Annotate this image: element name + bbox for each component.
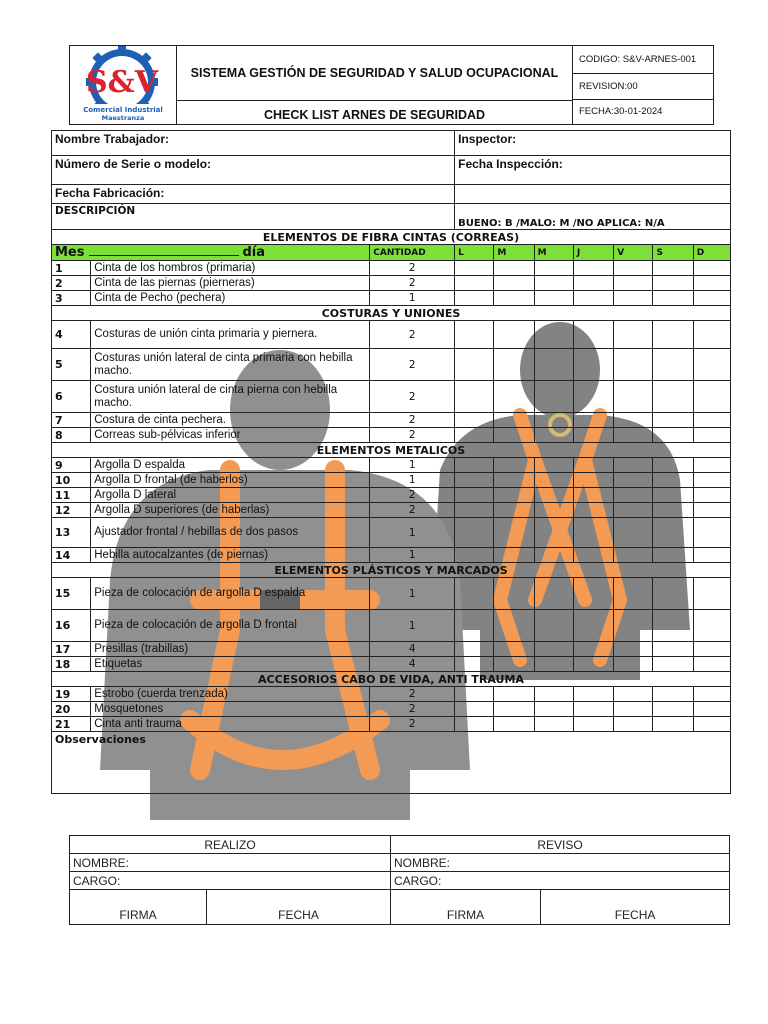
item-number: 17 (52, 642, 91, 657)
inspector-field[interactable]: Inspector: (455, 131, 731, 156)
day-check-cell[interactable] (534, 702, 573, 717)
day-check-cell[interactable] (494, 657, 534, 672)
reviso-cargo-field[interactable]: CARGO: (391, 872, 730, 890)
item-number: 8 (52, 428, 91, 443)
day-check-cell[interactable] (653, 503, 693, 518)
item-quantity: 2 (370, 488, 455, 503)
section-title: COSTURAS Y UNIONES (52, 306, 731, 321)
checklist-item-row (52, 473, 731, 488)
section-title: ELEMENTOS DE FIBRA CINTAS (CORREAS) (52, 230, 731, 245)
document-title: SISTEMA GESTIÓN DE SEGURIDAD Y SALUD OCUPACIONAL (176, 45, 573, 101)
mes-blank-line[interactable] (89, 245, 239, 256)
day-header: S (653, 245, 693, 261)
day-check-cell[interactable] (614, 458, 653, 473)
day-check-cell[interactable] (573, 518, 613, 548)
day-check-cell[interactable] (614, 702, 653, 717)
item-number: 5 (52, 349, 91, 381)
day-check-cell[interactable] (455, 413, 494, 428)
day-check-cell[interactable] (693, 702, 730, 717)
item-number: 2 (52, 276, 91, 291)
day-check-cell[interactable] (614, 503, 653, 518)
day-check-cell[interactable] (534, 687, 573, 702)
day-check-cell[interactable] (455, 261, 494, 276)
day-header: V (614, 245, 653, 261)
day-check-cell[interactable] (693, 349, 730, 381)
day-header: M (494, 245, 534, 261)
checklist-item-row (52, 321, 731, 349)
day-check-cell[interactable] (653, 381, 693, 413)
dia-label: día (242, 245, 266, 260)
day-check-cell[interactable] (534, 518, 573, 548)
day-header: L (455, 245, 494, 261)
day-check-cell[interactable] (614, 717, 653, 732)
fecha-field: FECHA:30-01-2024 (572, 99, 714, 125)
day-check-cell[interactable] (693, 413, 730, 428)
nombre-trabajador-field[interactable]: Nombre Trabajador: (52, 131, 455, 156)
item-quantity: 2 (370, 261, 455, 276)
item-quantity: 1 (370, 578, 455, 610)
document-subtitle: CHECK LIST ARNES DE SEGURIDAD (176, 100, 573, 125)
day-check-cell[interactable] (494, 687, 534, 702)
item-quantity: 2 (370, 381, 455, 413)
day-check-cell[interactable] (494, 717, 534, 732)
day-check-cell[interactable] (573, 413, 613, 428)
day-check-cell[interactable] (455, 717, 494, 732)
item-number: 12 (52, 503, 91, 518)
day-check-cell[interactable] (494, 349, 534, 381)
day-check-cell[interactable] (455, 458, 494, 473)
day-check-cell[interactable] (653, 261, 693, 276)
day-check-cell[interactable] (573, 473, 613, 488)
day-check-cell[interactable] (455, 349, 494, 381)
day-check-cell[interactable] (494, 578, 534, 610)
item-quantity: 2 (370, 428, 455, 443)
day-check-cell[interactable] (534, 488, 573, 503)
day-check-cell[interactable] (693, 473, 730, 488)
section-header-row (52, 672, 731, 687)
day-check-cell[interactable] (614, 610, 653, 642)
day-check-cell[interactable] (455, 321, 494, 349)
item-number: 19 (52, 687, 91, 702)
day-check-cell[interactable] (534, 717, 573, 732)
checklist-item-row (52, 413, 731, 428)
day-check-cell[interactable] (534, 548, 573, 563)
day-check-cell[interactable] (653, 518, 693, 548)
day-check-cell[interactable] (573, 261, 613, 276)
day-check-cell[interactable] (573, 717, 613, 732)
day-check-cell[interactable] (455, 381, 494, 413)
item-number: 6 (52, 381, 91, 413)
reviso-header: REVISO (391, 836, 730, 854)
day-check-cell[interactable] (693, 578, 730, 610)
day-check-cell[interactable] (693, 428, 730, 443)
realizo-firma-field[interactable]: FIRMA (70, 890, 207, 925)
checklist-item-row (52, 488, 731, 503)
day-check-cell[interactable] (693, 458, 730, 473)
day-check-cell[interactable] (614, 321, 653, 349)
section-header-row (52, 443, 731, 458)
checklist-item-row (52, 518, 731, 548)
day-check-cell[interactable] (614, 349, 653, 381)
day-check-cell[interactable] (614, 518, 653, 548)
day-check-cell[interactable] (614, 642, 653, 657)
day-check-cell[interactable] (573, 381, 613, 413)
checklist-item-row (52, 687, 731, 702)
mes-dia-cell (52, 245, 370, 261)
day-check-cell[interactable] (494, 413, 534, 428)
realizo-nombre-field[interactable]: NOMBRE: (70, 854, 391, 872)
item-description: Cinta de los hombros (primaria) (91, 261, 370, 276)
day-check-cell[interactable] (653, 642, 693, 657)
day-check-cell[interactable] (693, 503, 730, 518)
item-description: Hebilla autocalzantes (de piernas) (91, 548, 370, 563)
item-description: Correas sub-pélvicas inferior (91, 428, 370, 443)
day-check-cell[interactable] (534, 657, 573, 672)
item-quantity: 1 (370, 518, 455, 548)
day-check-cell[interactable] (534, 578, 573, 610)
item-number: 9 (52, 458, 91, 473)
day-check-cell[interactable] (614, 548, 653, 563)
checklist-item-row (52, 717, 731, 732)
day-check-cell[interactable] (494, 702, 534, 717)
day-check-cell[interactable] (534, 458, 573, 473)
day-check-cell[interactable] (534, 381, 573, 413)
day-check-cell[interactable] (693, 321, 730, 349)
day-check-cell[interactable] (455, 473, 494, 488)
reviso-fecha-field[interactable]: FECHA (541, 890, 730, 925)
day-check-cell[interactable] (573, 503, 613, 518)
day-check-cell[interactable] (455, 518, 494, 548)
section-title: ELEMENTOS PLÁSTICOS Y MARCADOS (52, 563, 731, 578)
section-header-row (52, 563, 731, 578)
item-description: Costuras unión lateral de cinta primaria con hebilla macho. (91, 349, 370, 381)
day-check-cell[interactable] (494, 428, 534, 443)
item-description: Cinta anti trauma (91, 717, 370, 732)
day-check-cell[interactable] (693, 717, 730, 732)
day-check-cell[interactable] (573, 702, 613, 717)
day-check-cell[interactable] (455, 276, 494, 291)
company-logo (70, 46, 176, 124)
day-check-cell[interactable] (573, 578, 613, 610)
day-check-cell[interactable] (494, 473, 534, 488)
day-check-cell[interactable] (653, 702, 693, 717)
item-quantity: 1 (370, 610, 455, 642)
day-check-cell[interactable] (614, 381, 653, 413)
mes-label: Mes (55, 245, 85, 260)
fecha-fabricacion-field[interactable]: Fecha Fabricación: (52, 185, 455, 204)
condition-legend: BUENO: B /MALO: M /NO APLICA: N/A (455, 204, 731, 230)
day-check-cell[interactable] (494, 291, 534, 306)
day-check-cell[interactable] (614, 488, 653, 503)
day-check-cell[interactable] (614, 291, 653, 306)
day-check-cell[interactable] (455, 428, 494, 443)
item-quantity: 1 (370, 458, 455, 473)
item-number: 15 (52, 578, 91, 610)
day-check-cell[interactable] (653, 276, 693, 291)
revision-field: REVISION:00 (572, 73, 714, 100)
item-description: Costura unión lateral de cinta pierna con hebilla macho. (91, 381, 370, 413)
day-check-cell[interactable] (573, 291, 613, 306)
svg-text:Maestranza: Maestranza (101, 114, 145, 122)
day-check-cell[interactable] (455, 503, 494, 518)
day-check-cell[interactable] (573, 458, 613, 473)
day-check-cell[interactable] (653, 610, 693, 642)
day-check-cell[interactable] (573, 657, 613, 672)
item-quantity: 2 (370, 702, 455, 717)
checklist-rows (52, 230, 731, 732)
item-quantity: 1 (370, 291, 455, 306)
day-check-cell[interactable] (614, 657, 653, 672)
day-check-cell[interactable] (494, 518, 534, 548)
checklist-table (51, 130, 731, 794)
day-check-cell[interactable] (455, 642, 494, 657)
svg-text:Comercial Industrial: Comercial Industrial (83, 106, 163, 114)
item-number: 1 (52, 261, 91, 276)
item-description: Argolla D superiores (de haberlas) (91, 503, 370, 518)
item-number: 4 (52, 321, 91, 349)
day-check-cell[interactable] (614, 413, 653, 428)
day-check-cell[interactable] (614, 687, 653, 702)
day-check-cell[interactable] (534, 413, 573, 428)
checklist-item-row (52, 578, 731, 610)
codigo-field: CODIGO: S&V-ARNES-001 (572, 45, 714, 74)
day-check-cell[interactable] (534, 291, 573, 306)
section-title: ACCESORIOS CABO DE VIDA, ANTI TRAUMA (52, 672, 731, 687)
day-check-cell[interactable] (534, 610, 573, 642)
section-header-row (52, 306, 731, 321)
day-check-cell[interactable] (573, 488, 613, 503)
day-check-cell[interactable] (573, 687, 613, 702)
item-number: 3 (52, 291, 91, 306)
day-check-cell[interactable] (534, 349, 573, 381)
item-number: 7 (52, 413, 91, 428)
checklist-item-row (52, 610, 731, 642)
day-check-cell[interactable] (494, 488, 534, 503)
checklist-item-row (52, 458, 731, 473)
day-check-cell[interactable] (534, 261, 573, 276)
signature-block (69, 835, 729, 925)
checklist-item-row (52, 261, 731, 276)
checklist-item-row (52, 702, 731, 717)
day-header: M (534, 245, 573, 261)
item-quantity: 2 (370, 276, 455, 291)
day-check-cell[interactable] (614, 276, 653, 291)
item-number: 20 (52, 702, 91, 717)
day-check-cell[interactable] (653, 488, 693, 503)
item-number: 13 (52, 518, 91, 548)
day-check-cell[interactable] (693, 488, 730, 503)
item-description: Argolla D espalda (91, 458, 370, 473)
day-check-cell[interactable] (534, 473, 573, 488)
day-check-cell[interactable] (573, 548, 613, 563)
item-description: Presillas (trabillas) (91, 642, 370, 657)
checklist-item-row (52, 276, 731, 291)
day-check-cell[interactable] (693, 657, 730, 672)
item-quantity: 2 (370, 717, 455, 732)
day-check-cell[interactable] (653, 717, 693, 732)
item-number: 14 (52, 548, 91, 563)
day-check-cell[interactable] (455, 488, 494, 503)
item-number: 18 (52, 657, 91, 672)
day-check-cell[interactable] (534, 428, 573, 443)
item-quantity: 1 (370, 473, 455, 488)
item-description: Pieza de colocación de argolla D espalda (91, 578, 370, 610)
day-check-cell[interactable] (693, 291, 730, 306)
company-logo-cell (69, 45, 177, 125)
day-check-cell[interactable] (494, 642, 534, 657)
day-check-cell[interactable] (455, 610, 494, 642)
day-check-cell[interactable] (653, 349, 693, 381)
realizo-fecha-field[interactable]: FECHA (207, 890, 391, 925)
item-quantity: 2 (370, 321, 455, 349)
item-quantity: 2 (370, 503, 455, 518)
day-check-cell[interactable] (653, 687, 693, 702)
day-check-cell[interactable] (653, 578, 693, 610)
day-check-cell[interactable] (693, 687, 730, 702)
item-description: Cinta de las piernas (pierneras) (91, 276, 370, 291)
item-description: Costuras de unión cinta primaria y piernera. (91, 321, 370, 349)
day-check-cell[interactable] (693, 610, 730, 642)
item-quantity: 4 (370, 642, 455, 657)
day-check-cell[interactable] (693, 518, 730, 548)
item-quantity: 2 (370, 687, 455, 702)
reviso-firma-field[interactable]: FIRMA (391, 890, 541, 925)
day-check-cell[interactable] (455, 657, 494, 672)
day-header: D (693, 245, 730, 261)
day-check-cell[interactable] (614, 578, 653, 610)
item-number: 21 (52, 717, 91, 732)
day-header: J (573, 245, 613, 261)
day-check-cell[interactable] (455, 548, 494, 563)
item-quantity: 2 (370, 349, 455, 381)
day-check-cell[interactable] (494, 548, 534, 563)
day-check-cell[interactable] (653, 473, 693, 488)
day-check-cell[interactable] (455, 702, 494, 717)
day-check-cell[interactable] (455, 291, 494, 306)
item-quantity: 2 (370, 413, 455, 428)
item-description: Pieza de colocación de argolla D frontal (91, 610, 370, 642)
checklist-table-wrapper (51, 130, 731, 794)
day-check-cell[interactable] (494, 503, 534, 518)
day-check-cell[interactable] (653, 548, 693, 563)
item-description: Costura de cinta pechera. (91, 413, 370, 428)
observaciones-field[interactable]: Observaciones (52, 732, 731, 794)
item-description: Argolla D lateral (91, 488, 370, 503)
checklist-item-row (52, 657, 731, 672)
item-description: Estrobo (cuerda trenzada) (91, 687, 370, 702)
day-check-cell[interactable] (693, 276, 730, 291)
empty-cell (455, 185, 731, 204)
checklist-item-row (52, 642, 731, 657)
item-quantity: 4 (370, 657, 455, 672)
item-number: 11 (52, 488, 91, 503)
item-number: 10 (52, 473, 91, 488)
realizo-cargo-field[interactable]: CARGO: (70, 872, 391, 890)
day-check-cell[interactable] (614, 428, 653, 443)
item-description: Etiquetas (91, 657, 370, 672)
day-check-cell[interactable] (693, 261, 730, 276)
day-check-cell[interactable] (494, 381, 534, 413)
cantidad-header: CANTIDAD (370, 245, 455, 261)
checklist-item-row (52, 503, 731, 518)
day-check-cell[interactable] (534, 503, 573, 518)
reviso-nombre-field[interactable]: NOMBRE: (391, 854, 730, 872)
day-header-row (52, 245, 731, 261)
day-check-cell[interactable] (693, 381, 730, 413)
realizo-header: REALIZO (70, 836, 391, 854)
day-check-cell[interactable] (494, 610, 534, 642)
checklist-item-row (52, 291, 731, 306)
fecha-inspeccion-field[interactable]: Fecha Inspección: (455, 156, 731, 185)
day-check-cell[interactable] (534, 321, 573, 349)
numero-serie-field[interactable]: Número de Serie o modelo: (52, 156, 455, 185)
day-check-cell[interactable] (693, 548, 730, 563)
checklist-item-row (52, 548, 731, 563)
day-check-cell[interactable] (573, 428, 613, 443)
day-check-cell[interactable] (693, 642, 730, 657)
signature-table (69, 835, 730, 925)
day-check-cell[interactable] (653, 428, 693, 443)
day-check-cell[interactable] (455, 578, 494, 610)
item-quantity: 1 (370, 548, 455, 563)
day-check-cell[interactable] (494, 321, 534, 349)
day-check-cell[interactable] (653, 321, 693, 349)
day-check-cell[interactable] (573, 321, 613, 349)
item-description: Mosquetones (91, 702, 370, 717)
day-check-cell[interactable] (494, 261, 534, 276)
item-number: 16 (52, 610, 91, 642)
section-title: ELEMENTOS METALICOS (52, 443, 731, 458)
section-header-row (52, 230, 731, 245)
checklist-item-row (52, 349, 731, 381)
day-check-cell[interactable] (573, 610, 613, 642)
item-description: Ajustador frontal / hebillas de dos pasos (91, 518, 370, 548)
day-check-cell[interactable] (614, 261, 653, 276)
day-check-cell[interactable] (494, 276, 534, 291)
day-check-cell[interactable] (614, 473, 653, 488)
svg-text:S&V: S&V (85, 65, 159, 100)
descripcion-label: DESCRIPCIÓN (52, 204, 455, 230)
day-check-cell[interactable] (573, 349, 613, 381)
day-check-cell[interactable] (573, 276, 613, 291)
day-check-cell[interactable] (653, 458, 693, 473)
day-check-cell[interactable] (455, 687, 494, 702)
day-check-cell[interactable] (494, 458, 534, 473)
item-description: Argolla D frontal (de haberlos) (91, 473, 370, 488)
day-check-cell[interactable] (573, 642, 613, 657)
day-check-cell[interactable] (653, 413, 693, 428)
day-check-cell[interactable] (653, 291, 693, 306)
day-check-cell[interactable] (653, 657, 693, 672)
checklist-item-row (52, 381, 731, 413)
item-description: Cinta de Pecho (pechera) (91, 291, 370, 306)
checklist-item-row (52, 428, 731, 443)
day-check-cell[interactable] (534, 276, 573, 291)
day-check-cell[interactable] (534, 642, 573, 657)
